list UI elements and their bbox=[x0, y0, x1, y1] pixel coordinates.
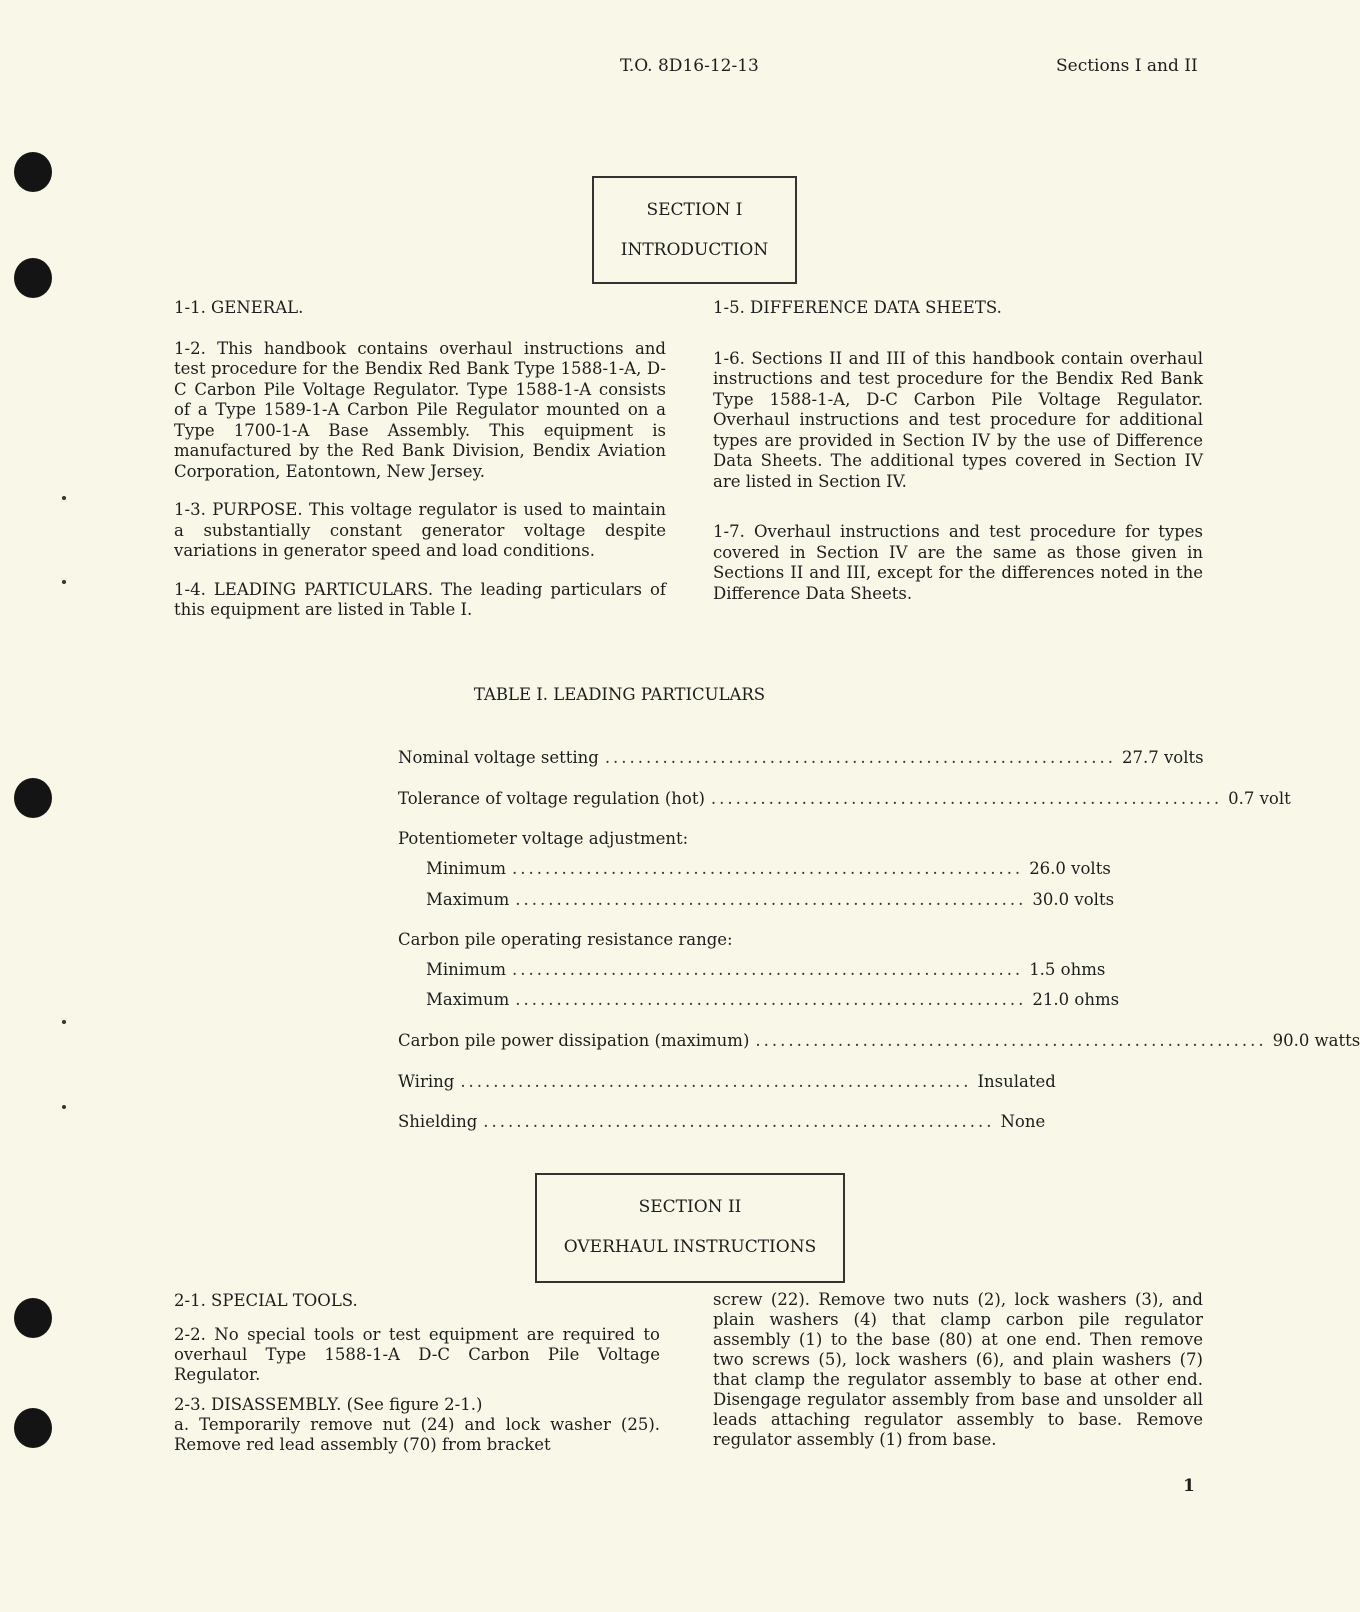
section-one-title: SECTION I bbox=[646, 200, 743, 220]
scan-speck bbox=[62, 496, 66, 500]
paragraph: 1-3. PURPOSE. This voltage regulator is used to maintain a substantially constant generator voltage despite variations in generator speed and load conditions. bbox=[174, 500, 666, 560]
leader-dots: .............................................................. bbox=[515, 990, 1027, 1009]
particular-value: 26.0 volts bbox=[1029, 859, 1111, 878]
binder-hole bbox=[14, 152, 52, 192]
leader-dots: .............................................................. bbox=[460, 1072, 972, 1091]
right-column-section-two bbox=[713, 1290, 1203, 1460]
particular-row bbox=[398, 890, 1115, 909]
binder-hole bbox=[14, 1298, 52, 1338]
leader-dots: .............................................................. bbox=[604, 748, 1116, 767]
table-title: TABLE I. LEADING PARTICULARS bbox=[473, 685, 766, 704]
paragraph-heading: 2-3. DISASSEMBLY. (See figure 2-1.) bbox=[174, 1395, 483, 1414]
section-one-box bbox=[592, 176, 797, 284]
particular-row bbox=[398, 1072, 1056, 1091]
particular-row bbox=[398, 960, 1106, 979]
binder-hole bbox=[14, 1408, 52, 1448]
particular-row bbox=[398, 990, 1120, 1009]
particular-row bbox=[398, 1031, 1360, 1050]
scan-speck bbox=[62, 580, 66, 584]
leader-dots: .............................................................. bbox=[755, 1031, 1267, 1050]
particular-value: 1.5 ohms bbox=[1029, 960, 1106, 979]
page-number: 1 bbox=[1183, 1476, 1195, 1496]
particular-label: Minimum bbox=[426, 859, 506, 878]
paragraph-heading: 2-1. SPECIAL TOOLS. bbox=[174, 1291, 358, 1310]
binder-hole bbox=[14, 778, 52, 818]
particular-group-label: Potentiometer voltage adjustment: bbox=[398, 829, 689, 848]
particular-label: Wiring bbox=[398, 1072, 455, 1091]
paragraph: 2-2. No special tools or test equipment are required to overhaul Type 1588-1-A D-C Carbon Pile Voltage Regulator. bbox=[174, 1325, 660, 1384]
left-column bbox=[174, 298, 666, 639]
particular-label: Carbon pile power dissipation (maximum) bbox=[398, 1031, 750, 1050]
section-reference: Sections I and II bbox=[1056, 56, 1198, 76]
paragraph: screw (22). Remove two nuts (2), lock washers (3), and plain washers (4) that clamp carbon pile regulator assembly (1) to the base (80) at one end. Then remove two screws (5), lock washers (6), and plain washers (7) that clamp the regulator assembly to base at other end. Disengage regulator assembly from base and unsolder all leads attaching regulator assembly to base. Remove regulator assembly (1) from base. bbox=[713, 1290, 1203, 1449]
paragraph: 1-7. Overhaul instructions and test procedure for types covered in Section IV are the same as those given in Sections II and III, except for the differences noted in the Difference Data Sheets. bbox=[713, 522, 1203, 603]
particular-label: Nominal voltage setting bbox=[398, 748, 599, 767]
leader-dots: .............................................................. bbox=[483, 1112, 995, 1131]
particular-value: 27.7 volts bbox=[1122, 748, 1204, 767]
particular-row bbox=[398, 789, 1291, 808]
particular-label: Shielding bbox=[398, 1112, 478, 1131]
leader-dots: .............................................................. bbox=[710, 789, 1223, 808]
paragraph: 1-6. Sections II and III of this handbook contain overhaul instructions and test procedure for the Bendix Red Bank Type 1588-1-A, D-C Carbon Pile Voltage Regulator. Overhaul instructions and test procedure for additional types are provided in Section IV by the use of Difference Data Sheets. The additional types covered in Section IV are listed in Section IV. bbox=[713, 348, 1203, 491]
leader-dots: .............................................................. bbox=[512, 859, 1024, 878]
to-number: T.O. 8D16-12-13 bbox=[620, 56, 759, 76]
paragraph: a. Temporarily remove nut (24) and lock washer (25). Remove red lead assembly (70) from bracket bbox=[174, 1415, 660, 1454]
particular-label: Maximum bbox=[426, 990, 510, 1009]
particular-value: 0.7 volt bbox=[1228, 789, 1291, 808]
particular-value: 90.0 watts bbox=[1272, 1031, 1360, 1050]
particular-label: Minimum bbox=[426, 960, 506, 979]
scan-speck bbox=[62, 1105, 66, 1109]
particular-value: 21.0 ohms bbox=[1032, 990, 1120, 1009]
scan-speck bbox=[62, 1020, 66, 1024]
section-two-subtitle: OVERHAUL INSTRUCTIONS bbox=[563, 1237, 817, 1257]
leader-dots: .............................................................. bbox=[515, 890, 1027, 909]
section-two-title: SECTION II bbox=[638, 1197, 742, 1217]
particular-value: Insulated bbox=[977, 1072, 1056, 1091]
particular-value: 30.0 volts bbox=[1032, 890, 1115, 909]
particular-value: None bbox=[1000, 1112, 1046, 1131]
leader-dots: .............................................................. bbox=[512, 960, 1024, 979]
paragraph-heading: 1-5. DIFFERENCE DATA SHEETS. bbox=[713, 298, 1002, 317]
particular-label: Tolerance of voltage regulation (hot) bbox=[398, 789, 705, 808]
section-two-box bbox=[535, 1173, 845, 1283]
particular-row bbox=[398, 1112, 1046, 1131]
paragraph-heading: 1-1. GENERAL. bbox=[174, 298, 304, 317]
particular-row bbox=[398, 748, 1204, 767]
particular-row bbox=[398, 859, 1111, 878]
section-one-subtitle: INTRODUCTION bbox=[620, 240, 769, 260]
left-column-section-two bbox=[174, 1291, 660, 1465]
binder-hole bbox=[14, 258, 52, 298]
particular-group-label: Carbon pile operating resistance range: bbox=[398, 930, 733, 949]
paragraph: 1-2. This handbook contains overhaul instructions and test procedure for the Bendix Red Bank Type 1588-1-A, D-C Carbon Pile Voltage Regulator. Type 1588-1-A consists of a Type 1589-1-A Carbon Pile Regulator mounted on a Type 1700-1-A Base Assembly. This equipment is manufactured by the Red Bank Division, Bendix Aviation Corporation, Eatontown, New Jersey. bbox=[174, 338, 666, 481]
particular-label: Maximum bbox=[426, 890, 510, 909]
paragraph: 1-4. LEADING PARTICULARS. The leading particulars of this equipment are listed in Table I. bbox=[174, 579, 666, 619]
right-column bbox=[713, 298, 1203, 622]
